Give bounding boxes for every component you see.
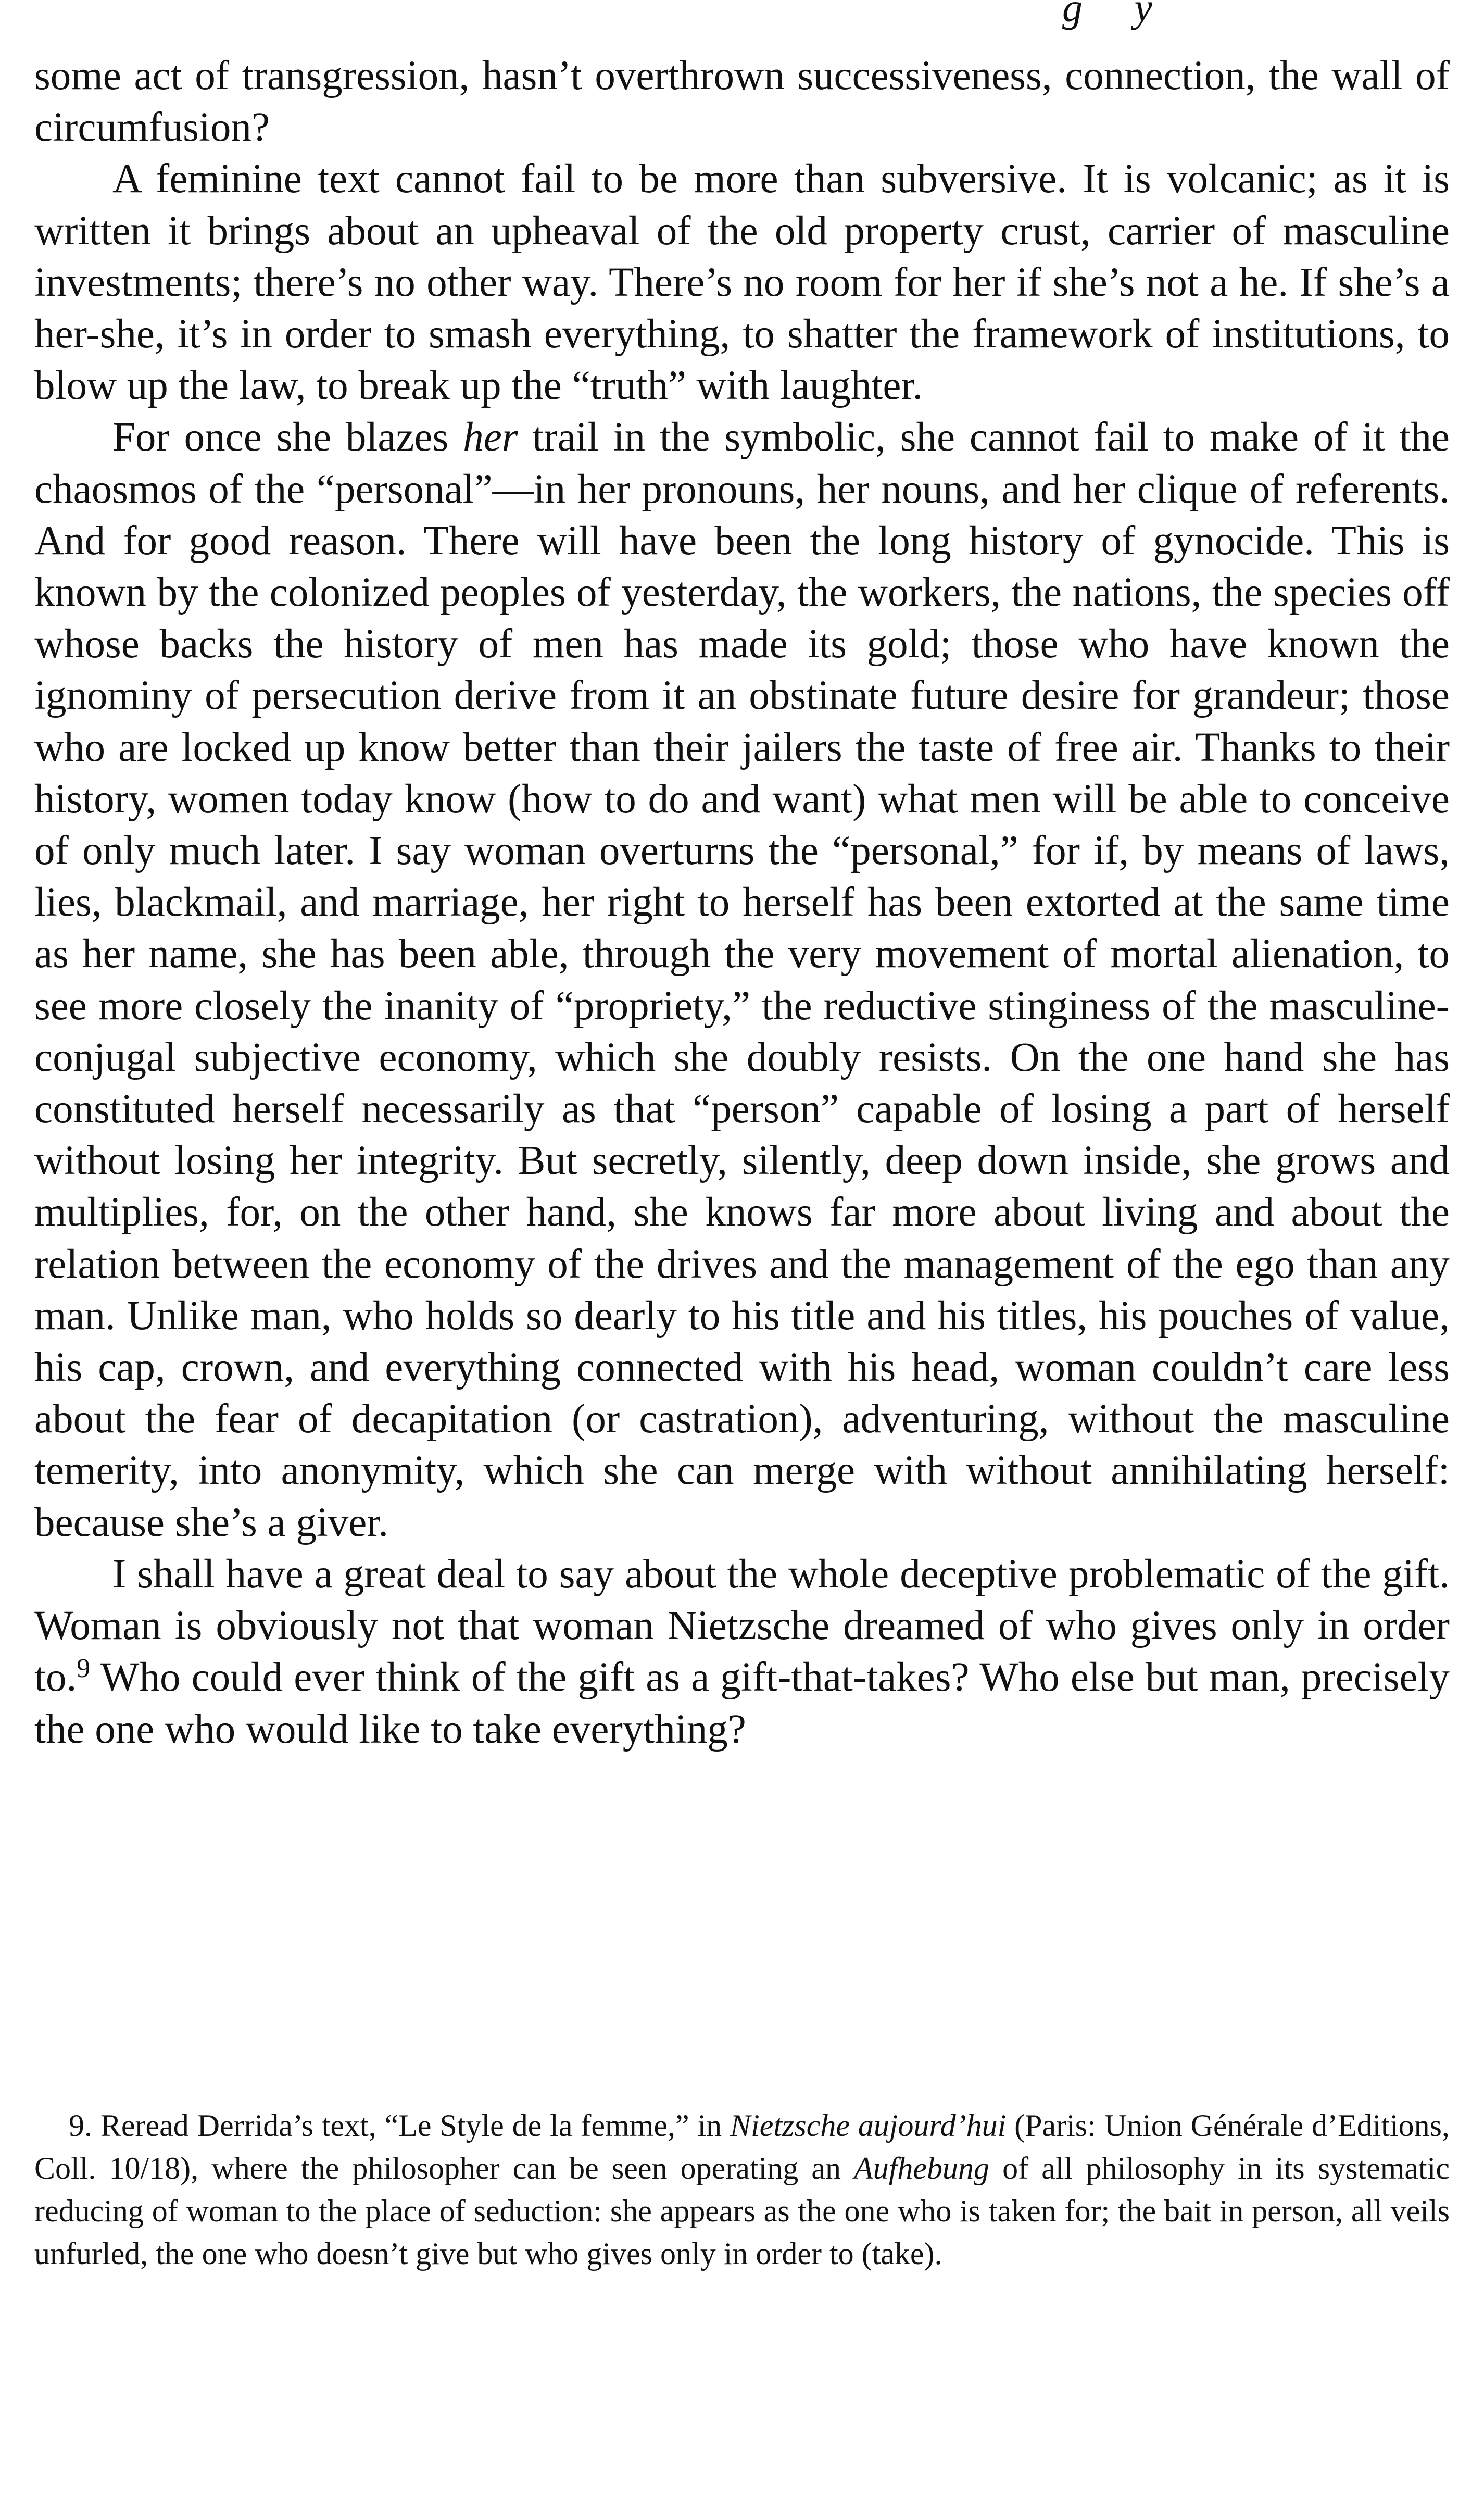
paragraph-4-text-b: Who could ever think of the gift as a gift-that-takes? Who else but man, precisely the one who would like to take everything?	[34, 1655, 1450, 1752]
paragraph-3	[34, 411, 1450, 1548]
running-header-fragment: g y	[1062, 0, 1174, 30]
footnote-text-b: (Paris: Union Générale d’Editions, Coll. 10/18), where the philosopher can be seen operating an	[34, 2108, 1450, 2185]
footnote-term-italic: Aufhebung	[854, 2151, 990, 2185]
footnote	[34, 2104, 1450, 2275]
paragraph-4	[34, 1548, 1450, 1755]
paragraph-4-text-a: I shall have a great deal to say about the whole deceptive problematic of the gift. Woman is obviously not that woman Nietzsche dreamed of who gives only in order to.	[34, 1551, 1450, 1701]
paragraph-3-text-a: For once she blazes	[112, 415, 463, 460]
paragraph-1: some act of transgression, hasn’t overthrown successiveness, connection, the wall of circumfusion?	[34, 53, 1450, 151]
footnote-number: 9.	[69, 2108, 92, 2143]
paragraph-3-italic: her	[463, 415, 518, 460]
body-text	[34, 50, 1450, 1755]
footnote-title-italic: Nietzsche aujourd’hui	[730, 2108, 1007, 2143]
paragraph-3-text-b: trail in the symbolic, she cannot fail to make of it the chaosmos of the “personal”—in her pronouns, her nouns, and her clique of referents. And for good reason. There will have been the long history of gynocide. This is known by the colonized peoples of yesterday, the workers, the nations, the species off whose backs the history of men has made its gold; those who have known the ignominy of persecution derive from it an obstinate future desire for grandeur; those who are locked up know better than their jailers the taste of free air. Thanks to their history, women today know (how to do and want) what men will be able to conceive of only much later. I say woman overturns the “personal,” for if, by means of laws, lies, blackmail, and marriage, her right to herself has been extorted at the same time as her name, she has been able, through the very movement of mortal alienation, to see more closely the inanity of “propriety,” the reductive stinginess of the masculine-conjugal subjective economy, which she doubly resists. On the one hand she has constituted herself necessarily as that “person” capable of losing a part of herself without losing her integrity. But secretly, silently, deep down inside, she grows and multiplies, for, on the other hand, she knows far more about living and about the relation between the economy of the drives and the management of the ego than any man. Unlike man, who holds so dearly to his title and his titles, his pouches of value, his cap, crown, and everything connected with his head, woman couldn’t care less about the fear of decapitation (or castration), adventuring, without the masculine temerity, into anonymity, which she can merge with without annihilating herself: because she’s a giver.	[34, 415, 1450, 1545]
footnote-text-c: of all philosophy in its systematic reducing of woman to the place of seduction: she appears as the one who is taken for; the bait in person, all veils unfurled, the one who doesn’t give but who gives only in order to (take).	[34, 2151, 1450, 2271]
footnote-9	[34, 2104, 1450, 2275]
footnote-text-a: Reread Derrida’s text, “Le Style de la femme,” in	[92, 2108, 731, 2143]
paragraph-2: A feminine text cannot fail to be more than subversive. It is volcanic; as it is written it brings about an upheaval of the old property crust, carrier of masculine investments; there’s no other way. There’s no room for her if she’s not a he. If she’s a her-she, it’s in order to smash everything, to shatter the framework of institutions, to blow up the law, to break up the “truth” with laughter.	[34, 156, 1450, 409]
footnote-reference[interactable]: 9	[77, 1654, 91, 1684]
